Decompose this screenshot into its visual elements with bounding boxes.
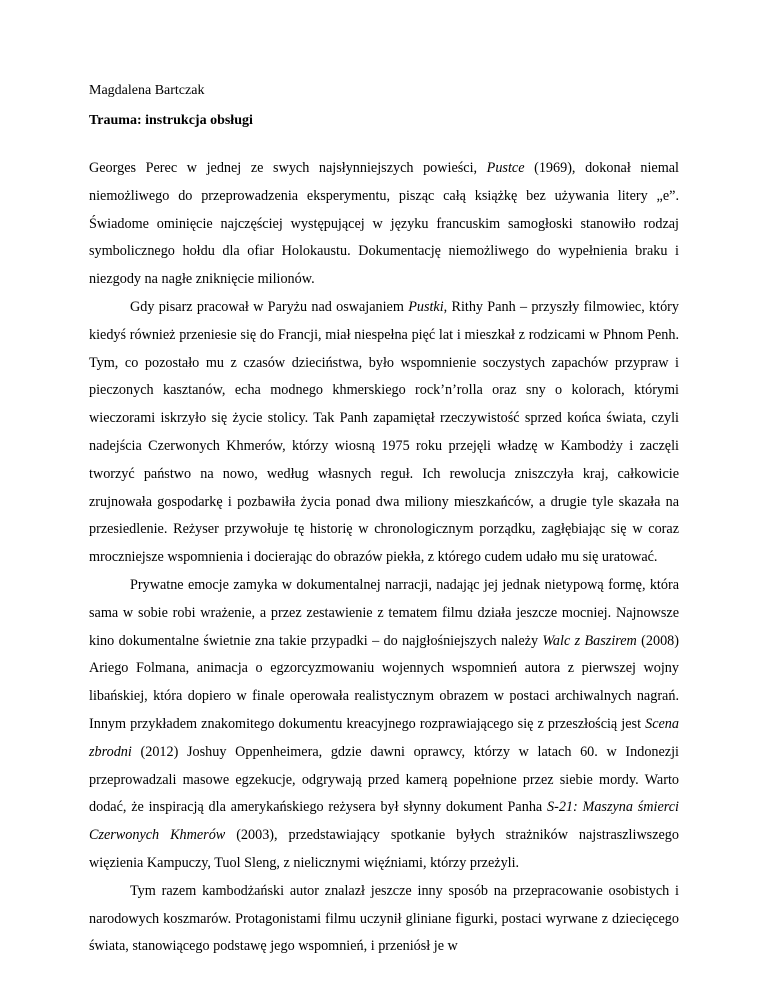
text-run: Georges Perec w jednej ze swych najsłynniejszych powieści, [89,160,487,176]
text-run: Tym razem kambodżański autor znalazł jeszcze inny sposób na przepracowanie osobistych i narodowych koszmarów. Protagonistami filmu uczynił gliniane figurki, postaci wyrwane z dziecięcego świata, stanowiącego podstawę jego wspomnień, i przeniósł je w [89,882,679,955]
italic-title: Pustce [486,160,525,176]
article-body [89,155,679,961]
text-run: Gdy pisarz pracował w Paryżu nad oswajaniem [130,298,409,315]
italic-title: S-21: Maszyna śmierci Czerwonych Khmerów [89,799,679,844]
paragraph [89,294,679,572]
paragraph [89,572,679,878]
italic-title: Scena zbrodni [89,715,679,760]
text-run: , Rithy Panh – przyszły filmowiec, który kiedyś również przeniesie się do Francji, miał niespełna pięć lat i mieszkał z rodzicami w Phnom Penh. Tym, co pozostało mu z czasów dzieciństwa, było wspomnienie soczystych zapachów przypraw i pieczonych kasztanów, echa modnego khmerskiego rock’n’rolla oraz sny o kolorach, którymi wieczorami iskrzyło się życie stolicy. Tak Panh zapamiętał rzeczywistość sprzed końca świata, czyli nadejścia Czerwonych Khmerów, którzy wiosną 1975 roku przejęli władzę w Kambodży i zaczęli tworzyć państwo na nowo, według własnych reguł. Ich rewolucja zniszczyła kraj, całkowicie zrujnowała gospodarkę i pozbawiła życia ponad dwa miliony mieszkańców, a drugie tyle skazała na przesiedlenie. Reżyser przywołuje tę historię w chronologicznym porządku, zagłębiając się w coraz mroczniejsze wspomnienia i docierając do obrazów piekła, z którego cudem udało mu się uratować. [89,298,679,566]
text-run: (2008) Ariego Folmana, animacja o egzorcyzmowaniu wojennych wspomnień autora z pierwszej wojny libańskiej, która dopiero w finale operowała realistycznym obrazem w postaci archiwalnych nagrań. Innym przykładem znakomitego dokumentu kreacyjnego rozprawiającego się z przeszłością jest [89,632,679,732]
text-run: (2003), przedstawiający spotkanie byłych strażników najstraszliwszego więzienia Kampuczy, Tuol Sleng, z nielicznymi więźniami, którzy przeżyli. [89,827,679,871]
author-name: Magdalena Bartczak [89,83,205,98]
article-title: Trauma: instrukcja obsługi [89,113,253,128]
italic-title: Walc z Baszirem [542,632,637,649]
text-run: (1969), dokonał niemal niemożliwego do przeprowadzenia eksperymentu, pisząc całą książkę bez używania litery „e”. Świadome ominięcie najczęściej występującej w języku francuskim samogłoski stanowiło rodzaj symbolicznego hołdu dla ofiar Holokaustu. Dokumentację niemożliwego do wypełnienia braku i niezgody na nagłe zniknięcie milionów. [89,160,680,288]
italic-title: Pustki [408,298,444,315]
text-run: Prywatne emocje zamyka w dokumentalnej narracji, nadając jej jednak nietypową formę, która sama w sobie robi wrażenie, a przez zestawienie z tematem filmu działa jeszcze mocniej. Najnowsze kino dokumentalne świetnie zna takie przypadki – do najgłośniejszych należy [89,576,679,649]
text-run: (2012) Joshuy Oppenheimera, gdzie dawni oprawcy, którzy w latach 60. w Indonezji przeprowadzali masowe egzekucje, odgrywają przed kamerą popełnione przez siebie mordy. Warto dodać, że inspiracją dla amerykańskiego reżysera był słynny dokument Panha [89,743,679,816]
paragraph [89,155,679,294]
paragraph [89,878,679,961]
